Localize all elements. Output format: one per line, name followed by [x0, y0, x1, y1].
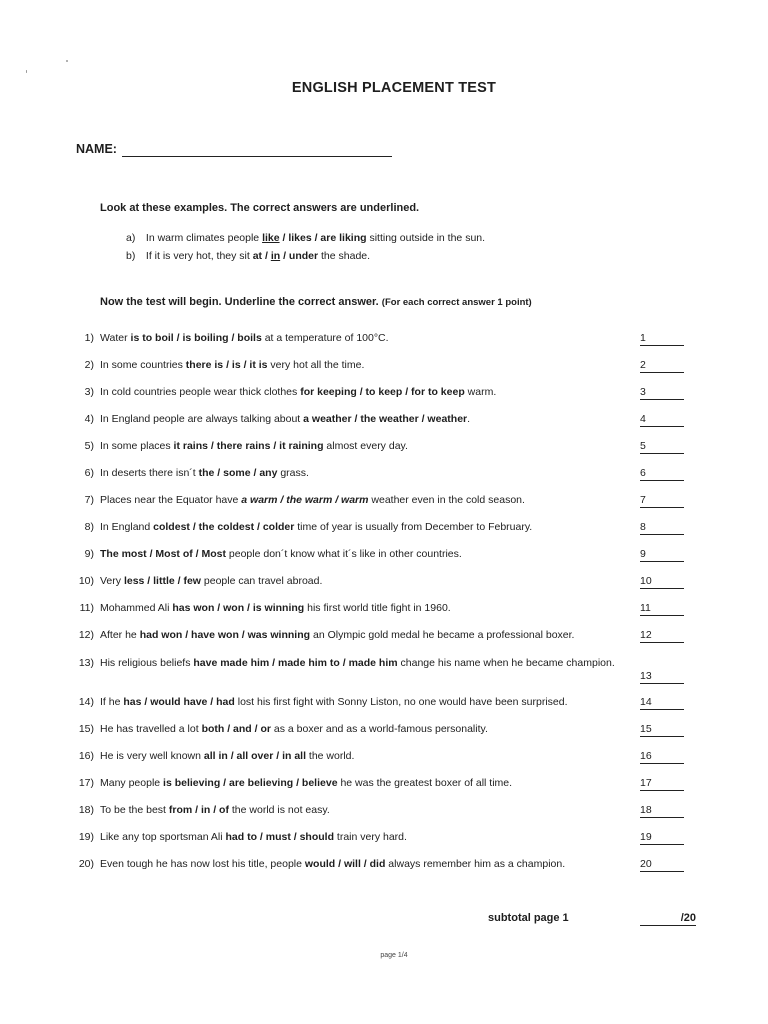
text-run: To be the best	[100, 804, 169, 816]
text-run: had to / must / should	[225, 831, 334, 843]
page-title: ENGLISH PLACEMENT TEST	[291, 80, 497, 96]
text-run: In cold countries people wear thick clothes	[100, 386, 301, 398]
text-run: an Olympic gold medal he became a professional boxer.	[310, 629, 575, 641]
instructions-text: Now the test will begin. Underline the correct answer.	[100, 296, 379, 308]
question-number: 3)	[84, 386, 94, 398]
answer-field[interactable]: 14	[640, 696, 684, 710]
text-run: his first world title fight in 1960.	[304, 602, 451, 614]
text-run: weather even in the cold season.	[368, 494, 525, 506]
text-run: is to boil / is boiling / boils	[130, 332, 262, 344]
text-run: sitting outside in the sun.	[366, 232, 486, 244]
answer-field[interactable]: 2	[640, 359, 684, 373]
text-run: almost every day.	[323, 440, 408, 452]
text-run: the / some / any	[198, 467, 278, 479]
question-item	[0, 831, 768, 859]
answer-field[interactable]: 10	[640, 575, 684, 589]
text-run: the world is not easy.	[228, 804, 330, 816]
question-text	[100, 858, 640, 871]
text-run: he was the greatest boxer of all time.	[337, 777, 513, 789]
question-item	[0, 359, 768, 387]
question-text	[100, 657, 620, 670]
question-number: 20)	[78, 858, 94, 870]
question-text	[100, 494, 640, 507]
answer-field[interactable]: 9	[640, 548, 684, 562]
example-item	[126, 250, 370, 262]
question-item	[0, 858, 768, 886]
answer-field[interactable]: 6	[640, 467, 684, 481]
text-run: / likes / are liking	[279, 232, 367, 244]
question-item	[0, 521, 768, 549]
question-number: 17)	[78, 777, 94, 789]
answer-field[interactable]: 8	[640, 521, 684, 535]
text-run: there is / is / it is	[185, 359, 268, 371]
question-number: 16)	[78, 750, 94, 762]
answer-field[interactable]: 19	[640, 831, 684, 845]
question-item	[0, 548, 768, 576]
text-run: In England	[100, 521, 154, 533]
text-run: Many people	[100, 777, 164, 789]
answer-field[interactable]: 1	[640, 332, 684, 346]
answer-field[interactable]: 5	[640, 440, 684, 454]
question-item	[0, 723, 768, 751]
subtotal-field[interactable]: /20	[640, 912, 696, 926]
subtotal-label: subtotal page 1	[488, 912, 569, 924]
answer-field[interactable]: 18	[640, 804, 684, 818]
question-text	[100, 723, 640, 736]
question-number: 19)	[78, 831, 94, 843]
question-item	[0, 602, 768, 630]
text-run: always remember him as a champion.	[385, 858, 566, 870]
example-text	[146, 250, 370, 262]
question-number: 9)	[84, 548, 94, 560]
question-item	[0, 750, 768, 778]
question-number: 6)	[84, 467, 94, 479]
text-run: people don´t know what it´s like in other countries.	[226, 548, 462, 560]
question-number: 7)	[84, 494, 94, 506]
question-item	[0, 575, 768, 603]
answer-field[interactable]: 11	[640, 602, 684, 616]
example-text	[146, 232, 485, 244]
question-number: 14)	[78, 696, 94, 708]
text-run: grass.	[277, 467, 309, 479]
text-run: the shade.	[318, 250, 371, 262]
text-run: at /	[252, 250, 271, 262]
question-text	[100, 548, 640, 561]
text-run: / under	[280, 250, 319, 262]
text-run: would / will / did	[304, 858, 386, 870]
examples-intro: Look at these examples. The correct answers are underlined.	[100, 202, 420, 214]
text-run: has won / won / is winning	[172, 602, 305, 614]
instructions	[100, 296, 532, 308]
question-item	[0, 332, 768, 360]
text-run: The most / Most of / Most	[100, 548, 226, 560]
text-run: Places near the Equator have	[100, 494, 242, 506]
text-run: Very	[100, 575, 124, 587]
text-run: In warm climates people	[145, 232, 263, 244]
scan-speck	[66, 60, 68, 62]
text-run: If it is very hot, they sit	[145, 250, 253, 262]
question-text	[100, 575, 640, 588]
example-item	[126, 232, 485, 244]
text-run: In deserts there isn´t	[100, 467, 199, 479]
question-number: 15)	[78, 723, 94, 735]
text-run: in	[270, 250, 281, 262]
question-text	[100, 602, 640, 615]
text-run: for keeping / to keep / for to keep	[300, 386, 465, 398]
text-run: change his name when he became champion.	[397, 657, 615, 669]
question-number: 1)	[84, 332, 94, 344]
question-number: 8)	[84, 521, 94, 533]
example-label: a)	[126, 232, 136, 244]
question-item	[0, 494, 768, 522]
question-item	[0, 386, 768, 414]
question-text	[100, 386, 640, 399]
answer-field[interactable]: 13	[640, 670, 684, 684]
text-run: at a temperature of 100°C.	[261, 332, 389, 344]
answer-field[interactable]: 7	[640, 494, 684, 508]
text-run: all in / all over / in all	[203, 750, 306, 762]
question-item	[0, 696, 768, 724]
question-text	[100, 696, 640, 709]
question-number: 4)	[84, 413, 94, 425]
text-run: .	[467, 413, 471, 425]
text-run: very hot all the time.	[267, 359, 365, 371]
answer-field[interactable]: 3	[640, 386, 684, 400]
text-run: Like any top sportsman Ali	[100, 831, 226, 843]
question-text	[100, 413, 640, 426]
text-run: warm.	[464, 386, 497, 398]
question-item	[0, 777, 768, 805]
text-run: In some countries	[100, 359, 186, 371]
question-number: 13)	[78, 657, 94, 669]
question-number: 12)	[78, 629, 94, 641]
text-run: His religious beliefs	[100, 657, 194, 669]
text-run: If he	[100, 696, 124, 708]
question-text	[100, 440, 640, 453]
text-run: it rains / there rains / it raining	[173, 440, 324, 452]
text-run: like	[262, 232, 280, 244]
question-text	[100, 750, 640, 763]
question-text	[100, 359, 640, 372]
scan-speck	[26, 70, 27, 73]
text-run: coldest / the coldest / colder	[153, 521, 295, 533]
text-run: lost his first fight with Sonny Liston, no one would have been surprised.	[234, 696, 568, 708]
text-run: as a boxer and as a world-famous personality.	[270, 723, 488, 735]
answer-field[interactable]: 20	[640, 858, 684, 872]
question-item	[0, 804, 768, 832]
text-run: train very hard.	[333, 831, 407, 843]
question-number: 2)	[84, 359, 94, 371]
question-item	[0, 467, 768, 495]
instructions-points: (For each correct answer 1 point)	[381, 297, 532, 308]
text-run: from / in / of	[168, 804, 229, 816]
question-text	[100, 467, 640, 480]
question-text	[100, 777, 640, 790]
question-text	[100, 521, 640, 534]
answer-field[interactable]: 16	[640, 750, 684, 764]
question-item	[0, 440, 768, 468]
question-text	[100, 804, 640, 817]
text-run: Mohammed Ali	[100, 602, 173, 614]
question-number: 10)	[78, 575, 94, 587]
answer-field[interactable]: 15	[640, 723, 684, 737]
text-run: Water	[100, 332, 131, 344]
answer-field[interactable]: 12	[640, 629, 684, 643]
example-label: b)	[126, 250, 136, 262]
text-run: He is very well known	[100, 750, 204, 762]
text-run: a warm / the warm / warm	[241, 494, 369, 506]
question-item	[0, 629, 768, 657]
text-run: the world.	[306, 750, 355, 762]
answer-field[interactable]: 17	[640, 777, 684, 791]
text-run: After he	[100, 629, 140, 641]
text-run: Even tough he has now lost his title, people	[100, 858, 305, 870]
name-field[interactable]	[122, 156, 392, 157]
question-number: 18)	[78, 804, 94, 816]
question-text	[100, 831, 640, 844]
text-run: In some places	[100, 440, 174, 452]
text-run: both / and / or	[201, 723, 271, 735]
answer-field[interactable]: 4	[640, 413, 684, 427]
text-run: In England people are always talking about	[100, 413, 304, 425]
text-run: time of year is usually from December to February.	[294, 521, 533, 533]
text-run: is believing / are believing / believe	[163, 777, 338, 789]
question-number: 5)	[84, 440, 94, 452]
name-label: NAME:	[76, 142, 117, 156]
text-run: had won / have won / was winning	[139, 629, 311, 641]
text-run: has / would have / had	[123, 696, 235, 708]
question-text	[100, 629, 640, 642]
question-text	[100, 332, 640, 345]
question-item	[0, 413, 768, 441]
text-run: less / little / few	[123, 575, 201, 587]
text-run: a weather / the weather / weather	[303, 413, 468, 425]
question-number: 11)	[79, 602, 94, 614]
text-run: people can travel abroad.	[200, 575, 323, 587]
text-run: He has travelled a lot	[100, 723, 202, 735]
page-number: page 1/4	[380, 952, 408, 959]
question-item	[0, 657, 768, 685]
text-run: have made him / made him to / made him	[193, 657, 398, 669]
